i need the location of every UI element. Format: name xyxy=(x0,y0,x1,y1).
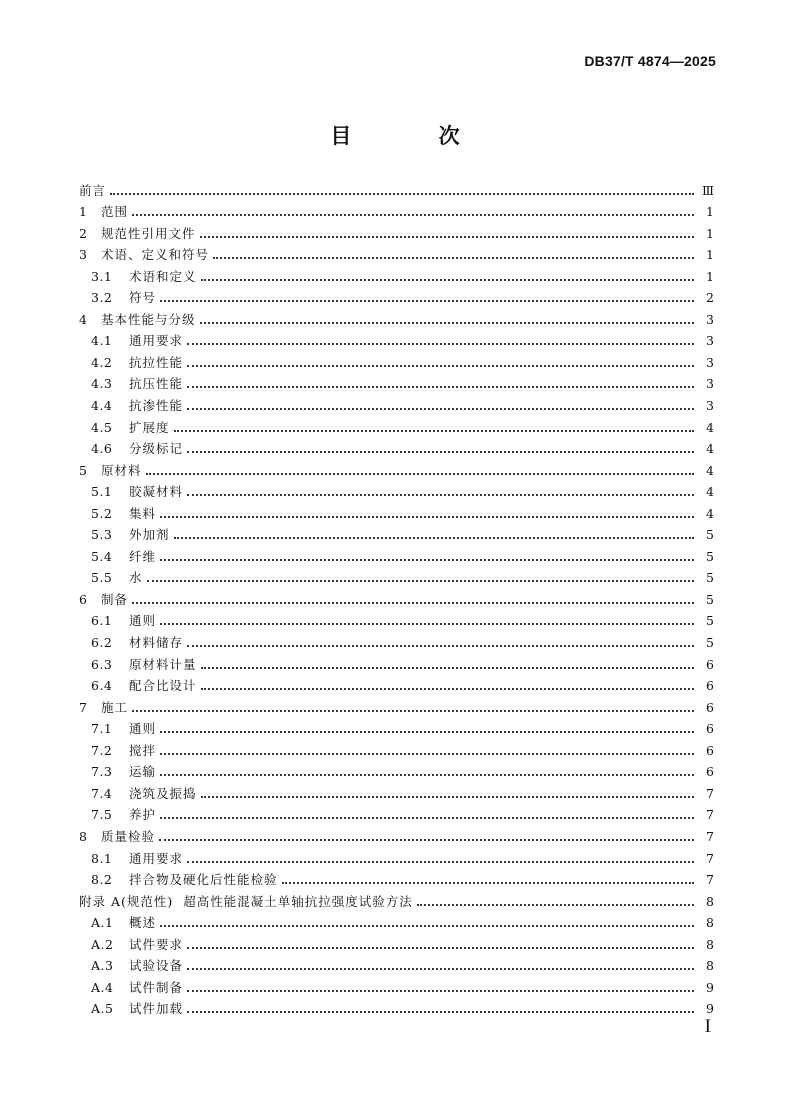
toc-entry-title: 运输 xyxy=(129,764,157,780)
toc-entry-number: 5.4 xyxy=(91,548,113,564)
toc-entry-page: 2 xyxy=(706,290,714,306)
dot-leader xyxy=(201,278,694,281)
dot-leader xyxy=(110,192,694,195)
toc-entry[interactable] xyxy=(79,199,714,221)
toc-entry[interactable] xyxy=(79,371,714,393)
toc-entry-title: 纤维 xyxy=(129,548,157,564)
toc-entry-page: 6 xyxy=(706,721,714,737)
toc-entry-number: 2 xyxy=(79,225,87,241)
toc-entry-title: 通用要求 xyxy=(129,850,184,866)
toc-entry-title: 概述 xyxy=(129,915,157,931)
toc-entry-number: 5.5 xyxy=(91,570,113,586)
toc-entry-title: 前言 xyxy=(79,182,107,198)
toc-entry-page: 5 xyxy=(706,527,714,543)
toc-entry-number: 6.3 xyxy=(91,656,113,672)
toc-entry[interactable] xyxy=(79,349,714,371)
dot-leader xyxy=(160,773,694,776)
toc-entry-number: 6 xyxy=(79,591,87,607)
dot-leader xyxy=(174,536,694,539)
dot-leader xyxy=(201,795,694,798)
toc-entry-page: 8 xyxy=(706,915,714,931)
toc-entry-page: 7 xyxy=(706,785,714,801)
toc-entry-title: 抗拉性能 xyxy=(129,354,184,370)
toc-entry-page: 7 xyxy=(706,828,714,844)
toc-entry-number: 4 xyxy=(79,311,87,327)
toc-entry[interactable] xyxy=(79,220,714,242)
toc-entry-page: 7 xyxy=(706,807,714,823)
toc-entry-title: 集料 xyxy=(129,505,157,521)
toc-entry[interactable] xyxy=(79,543,714,565)
toc-entry[interactable] xyxy=(79,392,714,414)
toc-entry-page: 1 xyxy=(706,225,714,241)
dot-leader xyxy=(187,1010,694,1013)
toc-entry[interactable] xyxy=(79,629,714,651)
toc-entry-title: 基本性能与分级 xyxy=(101,311,196,327)
dot-leader xyxy=(187,342,694,345)
toc-entry-number: 7.4 xyxy=(91,785,113,801)
toc-entry[interactable] xyxy=(79,759,714,781)
toc-entry-page: 4 xyxy=(706,462,714,478)
dot-leader xyxy=(160,622,694,625)
toc-entry-page: 5 xyxy=(706,591,714,607)
toc-entry[interactable] xyxy=(79,716,714,738)
toc-entry-number: 8.2 xyxy=(91,872,113,888)
toc-entry[interactable] xyxy=(79,586,714,608)
toc-entry-title: 水 xyxy=(129,570,143,586)
toc-entry-title: 试验设备 xyxy=(129,958,184,974)
toc-entry-page: 8 xyxy=(706,893,714,909)
dot-leader xyxy=(187,860,694,863)
toc-entry[interactable] xyxy=(79,910,714,932)
toc-entry-title: 浇筑及振捣 xyxy=(129,785,197,801)
toc-entry-number: A.1 xyxy=(91,915,114,931)
toc-entry[interactable] xyxy=(79,673,714,695)
dot-leader xyxy=(160,816,694,819)
toc-entry-page: 5 xyxy=(706,635,714,651)
toc-entry-title: 试件要求 xyxy=(129,936,184,952)
toc-entry[interactable] xyxy=(79,414,714,436)
dot-leader xyxy=(200,321,694,324)
dot-leader xyxy=(187,644,694,647)
toc-entry-title: 拌合物及硬化后性能检验 xyxy=(129,872,278,888)
toc-entry-page: 4 xyxy=(706,505,714,521)
toc-entry[interactable] xyxy=(79,436,714,458)
toc-entry-number: 7.3 xyxy=(91,764,113,780)
toc-entry-title: 抗压性能 xyxy=(129,376,184,392)
toc-entry-page: 6 xyxy=(706,699,714,715)
toc-entry-title: 术语和定义 xyxy=(129,268,197,284)
toc-entry-number: 5 xyxy=(79,462,87,478)
toc-entry[interactable] xyxy=(79,996,714,1018)
toc-entry[interactable] xyxy=(79,479,714,501)
toc-entry-title: 通则 xyxy=(129,721,157,737)
toc-entry-number: A.3 xyxy=(91,958,114,974)
dot-leader xyxy=(160,730,694,733)
toc-entry-number: A.2 xyxy=(91,936,114,952)
toc-entry-number: A.4 xyxy=(91,979,114,995)
dot-leader xyxy=(160,558,694,561)
toc-entry-page: Ⅲ xyxy=(701,182,714,198)
toc-entry[interactable] xyxy=(79,694,714,716)
toc-entry-page: 1 xyxy=(706,204,714,220)
toc-entry-number: 4.6 xyxy=(91,441,113,457)
toc-entry-title: 质量检验 xyxy=(101,828,156,844)
toc-entry-title: 原材料计量 xyxy=(129,656,197,672)
toc-entry-number: 4.1 xyxy=(91,333,113,349)
toc-entry-title: 施工 xyxy=(101,699,129,715)
dot-leader xyxy=(201,666,694,669)
toc-entry-page: 1 xyxy=(706,268,714,284)
toc-entry-number: 1 xyxy=(79,204,87,220)
toc-entry[interactable] xyxy=(79,242,714,264)
toc-entry-title: 材料储存 xyxy=(129,635,184,651)
toc-entry-page: 6 xyxy=(706,678,714,694)
dot-leader xyxy=(160,924,694,927)
page-number: I xyxy=(704,1016,711,1037)
dot-leader xyxy=(132,601,694,604)
toc-entry-title: 术语、定义和符号 xyxy=(101,247,210,263)
toc-entry-page: 3 xyxy=(706,376,714,392)
toc-entry-page: 6 xyxy=(706,764,714,780)
dot-leader xyxy=(201,687,694,690)
toc-entry[interactable] xyxy=(79,845,714,867)
toc-entry-number: 6.4 xyxy=(91,678,113,694)
toc-entry-number: 5.2 xyxy=(91,505,113,521)
dot-leader xyxy=(159,838,694,841)
toc-entry[interactable] xyxy=(79,823,714,845)
toc-entry-title: 抗渗性能 xyxy=(129,398,184,414)
dot-leader xyxy=(160,752,694,755)
toc-entry-title: 制备 xyxy=(101,591,129,607)
dot-leader xyxy=(132,709,694,712)
document-code: DB37/T 4874—2025 xyxy=(584,53,716,69)
toc-entry[interactable] xyxy=(79,974,714,996)
toc-entry-title: 胶凝材料 xyxy=(129,484,184,500)
toc-entry-number: 7 xyxy=(79,699,87,715)
toc-entry-number: 5.3 xyxy=(91,527,113,543)
toc-entry-title: 通则 xyxy=(129,613,157,629)
toc-entry-page: 1 xyxy=(706,247,714,263)
dot-leader xyxy=(187,493,694,496)
toc-entry-page: 6 xyxy=(706,656,714,672)
toc-entry[interactable] xyxy=(79,737,714,759)
toc-entry-title: 通用要求 xyxy=(129,333,184,349)
toc-entry-title: 配合比设计 xyxy=(129,678,197,694)
toc-entry-number: 4.5 xyxy=(91,419,113,435)
dot-leader xyxy=(187,385,694,388)
dot-leader xyxy=(282,881,694,884)
toc-entry-number: 7.1 xyxy=(91,721,113,737)
toc-entry-number: 3.2 xyxy=(91,290,113,306)
toc-entry[interactable] xyxy=(79,500,714,522)
dot-leader xyxy=(160,515,694,518)
toc-entry-title: 试件加载 xyxy=(129,1001,184,1017)
toc-entry[interactable] xyxy=(79,177,714,199)
toc-entry[interactable] xyxy=(79,565,714,587)
toc-entry-number: 8 xyxy=(79,828,87,844)
toc-entry-title: 原材料 xyxy=(101,462,142,478)
toc-entry-title: 扩展度 xyxy=(129,419,170,435)
toc-entry-title: 搅拌 xyxy=(129,742,157,758)
toc-entry-title: 外加剂 xyxy=(129,527,170,543)
toc-entry-title: 试件制备 xyxy=(129,979,184,995)
toc-entry[interactable] xyxy=(79,867,714,889)
toc-entry-title: 分级标记 xyxy=(129,441,184,457)
dot-leader xyxy=(213,256,694,259)
toc-entry-title: 规范性引用文件 xyxy=(101,225,196,241)
table-of-contents xyxy=(79,177,714,1017)
page-title: 目 次 xyxy=(330,124,500,148)
toc-entry-page: 9 xyxy=(706,979,714,995)
toc-entry[interactable] xyxy=(79,608,714,630)
toc-entry[interactable] xyxy=(79,953,714,975)
toc-entry-page: 6 xyxy=(706,742,714,758)
toc-entry-number: 6.2 xyxy=(91,635,113,651)
toc-entry[interactable] xyxy=(79,802,714,824)
toc-entry-number: 7.2 xyxy=(91,742,113,758)
toc-entry-number: 4.4 xyxy=(91,398,113,414)
dot-leader xyxy=(417,903,694,906)
dot-leader xyxy=(200,235,694,238)
toc-entry-title: 附录 A(规范性) 超高性能混凝土单轴抗拉强度试验方法 xyxy=(79,893,413,909)
toc-entry-page: 8 xyxy=(706,936,714,952)
dot-leader xyxy=(187,946,694,949)
toc-entry-title: 范围 xyxy=(101,204,129,220)
toc-entry[interactable] xyxy=(79,328,714,350)
dot-leader xyxy=(187,407,694,410)
dot-leader xyxy=(187,450,694,453)
toc-entry[interactable] xyxy=(79,457,714,479)
toc-entry-number: 4.3 xyxy=(91,376,113,392)
dot-leader xyxy=(187,967,694,970)
toc-entry-page: 7 xyxy=(706,872,714,888)
toc-entry-page: 4 xyxy=(706,419,714,435)
toc-entry-page: 5 xyxy=(706,613,714,629)
toc-entry-page: 5 xyxy=(706,548,714,564)
toc-entry[interactable] xyxy=(79,780,714,802)
toc-entry-page: 4 xyxy=(706,484,714,500)
toc-entry-title: 养护 xyxy=(129,807,157,823)
toc-entry[interactable] xyxy=(79,888,714,910)
toc-entry-page: 7 xyxy=(706,850,714,866)
toc-entry-number: 3 xyxy=(79,247,87,263)
toc-entry-page: 3 xyxy=(706,354,714,370)
dot-leader xyxy=(160,299,694,302)
toc-entry-number: 3.1 xyxy=(91,268,113,284)
toc-entry-number: 5.1 xyxy=(91,484,113,500)
dot-leader xyxy=(187,364,694,367)
toc-entry[interactable] xyxy=(79,931,714,953)
toc-entry-page: 8 xyxy=(706,958,714,974)
dot-leader xyxy=(132,213,694,216)
toc-entry-number: 4.2 xyxy=(91,354,113,370)
dot-leader xyxy=(187,989,694,992)
toc-entry-number: 8.1 xyxy=(91,850,113,866)
toc-entry-page: 3 xyxy=(706,333,714,349)
dot-leader xyxy=(146,472,694,475)
toc-entry-number: A.5 xyxy=(91,1001,114,1017)
toc-entry-page: 3 xyxy=(706,398,714,414)
toc-entry[interactable] xyxy=(79,263,714,285)
dot-leader xyxy=(174,429,694,432)
toc-entry-page: 9 xyxy=(706,1001,714,1017)
toc-entry-page: 3 xyxy=(706,311,714,327)
toc-entry-number: 7.5 xyxy=(91,807,113,823)
toc-entry[interactable] xyxy=(79,522,714,544)
dot-leader xyxy=(147,579,694,582)
toc-entry-page: 4 xyxy=(706,441,714,457)
toc-entry[interactable] xyxy=(79,306,714,328)
toc-entry[interactable] xyxy=(79,285,714,307)
toc-entry-title: 符号 xyxy=(129,290,157,306)
toc-entry[interactable] xyxy=(79,651,714,673)
toc-entry-page: 5 xyxy=(706,570,714,586)
toc-entry-number: 6.1 xyxy=(91,613,113,629)
